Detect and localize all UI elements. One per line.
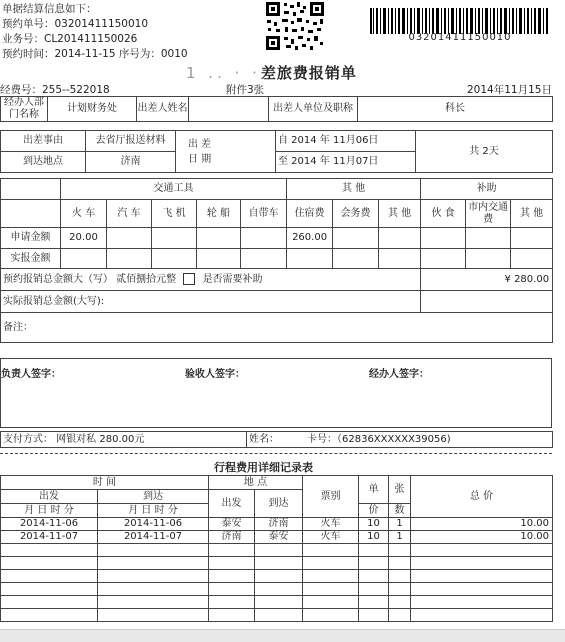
table-row [1, 518, 553, 531]
depart-place-header: 出发 [209, 490, 255, 518]
empty-cell [98, 544, 209, 557]
total-price-header: 总 价 [411, 476, 553, 518]
dashed-divider [0, 453, 552, 454]
empty-cell [411, 609, 553, 622]
attachment-count: 附件3张 [226, 84, 265, 96]
place-header: 地 点 [209, 476, 303, 490]
head-signature-label: 负责人签字： [1, 369, 61, 380]
col-header: 自带车 [241, 200, 287, 228]
empty-cell [255, 570, 303, 583]
col-header: 市内交通费 [466, 200, 511, 228]
empty-cell [389, 570, 411, 583]
apply-value [421, 228, 466, 249]
actual-value [466, 249, 511, 269]
title-blurred-prefix: 1 .. · · [186, 64, 261, 82]
empty-cell [303, 570, 359, 583]
itinerary-title: 行程费用详细记录表 [214, 461, 313, 474]
empty-cell [303, 583, 359, 596]
page-title [186, 62, 357, 83]
table-row [1, 583, 553, 596]
transport-group-header: 交通工具 [61, 179, 287, 200]
arrive-place-header: 到达 [255, 490, 303, 518]
arrive-format-header: 月 日 时 分 [98, 504, 209, 518]
empty-cell [209, 570, 255, 583]
time-header: 时 间 [1, 476, 209, 490]
empty-cell [1, 609, 98, 622]
empty-cell [255, 583, 303, 596]
empty-cell [98, 609, 209, 622]
empty-cell [209, 596, 255, 609]
barcode-icon [370, 8, 550, 34]
trip-total-days: 共 2天 [416, 131, 553, 173]
empty-cell [303, 609, 359, 622]
trip-reason-value: 去省厅报送材料 [86, 131, 176, 152]
unit-title-label: 出差人单位及职称 [269, 97, 358, 122]
expense-table [0, 178, 553, 343]
table-row [1, 557, 553, 570]
depart-format-header: 月 日 时 分 [1, 504, 98, 518]
table-row [1, 544, 553, 557]
unit-price-header-2: 价 [359, 504, 389, 518]
empty-cell [1, 557, 98, 570]
col-header: 轮 船 [197, 200, 241, 228]
col-header: 汽 车 [107, 200, 152, 228]
table-row [1, 570, 553, 583]
empty-cell [98, 583, 209, 596]
row-count: 1 [389, 531, 411, 544]
count-header-2: 数 [389, 504, 411, 518]
unit-title-value: 科长 [358, 97, 553, 122]
expense-corner-2 [1, 200, 61, 228]
apply-value: 20.00 [61, 228, 107, 249]
expense-number: 经费号：255--522018 [0, 84, 110, 96]
payee-info [247, 432, 553, 448]
empty-cell [209, 609, 255, 622]
actual-value [197, 249, 241, 269]
row-total: 10.00 [411, 531, 553, 544]
empty-cell [1, 544, 98, 557]
subsidy-checkbox[interactable] [183, 273, 195, 285]
remark-field: 备注： [1, 313, 553, 343]
payment-table [0, 431, 553, 448]
apply-value [511, 228, 553, 249]
itinerary-table [0, 475, 553, 622]
row-ticket: 火车 [303, 531, 359, 544]
apply-value [379, 228, 421, 249]
empty-cell [389, 583, 411, 596]
trip-period-label: 出 差 日 期 [176, 131, 276, 173]
actual-value [379, 249, 421, 269]
col-header: 火 车 [61, 200, 107, 228]
empty-cell [359, 596, 389, 609]
row-count: 1 [389, 518, 411, 531]
col-header: 飞 机 [152, 200, 197, 228]
actual-value [107, 249, 152, 269]
booking-time: 预约时间：2014-11-15 序号为：0010 [2, 48, 188, 60]
col-header: 其 他 [511, 200, 553, 228]
col-header: 住宿费 [287, 200, 333, 228]
destination-value: 济南 [86, 152, 176, 173]
booking-number: 预约单号：03201411150010 [2, 18, 149, 30]
row-ticket: 火车 [303, 518, 359, 531]
empty-cell [255, 557, 303, 570]
actual-value [152, 249, 197, 269]
apply-amount-label: 申请金额 [1, 228, 61, 249]
actual-value [511, 249, 553, 269]
checker-signature-label: 验收人签字： [185, 369, 245, 380]
empty-cell [411, 570, 553, 583]
row-to: 泰安 [255, 531, 303, 544]
apply-value: 260.00 [287, 228, 333, 249]
dept-value: 计划财务处 [48, 97, 137, 122]
table-row [1, 596, 553, 609]
card-number: 卡号：（62836XXXXXX39056) [307, 433, 451, 445]
window-bottom-bar [0, 629, 565, 642]
actual-value [61, 249, 107, 269]
apply-value [197, 228, 241, 249]
arrive-time-header: 到达 [98, 490, 209, 504]
empty-cell [209, 544, 255, 557]
row-arrive: 2014-11-06 [98, 518, 209, 531]
row-arrive: 2014-11-07 [98, 531, 209, 544]
actual-total-upper: 实际报销总金额(大写): [1, 291, 421, 313]
col-header: 其 他 [379, 200, 421, 228]
apply-value [333, 228, 379, 249]
row-depart: 2014-11-07 [1, 531, 98, 544]
row-total: 10.00 [411, 518, 553, 531]
empty-cell [209, 557, 255, 570]
unit-price-header-1: 单 [359, 476, 389, 504]
empty-cell [1, 583, 98, 596]
total-upper-row [1, 269, 421, 291]
business-number: 业务号：CL201411150026 [2, 33, 138, 45]
empty-cell [1, 596, 98, 609]
apply-value [466, 228, 511, 249]
payee-name-label: 姓名： [249, 433, 279, 445]
empty-cell [411, 596, 553, 609]
empty-cell [359, 609, 389, 622]
title-text: 差旅费报销单 [260, 64, 357, 82]
empty-cell [255, 609, 303, 622]
empty-cell [255, 544, 303, 557]
empty-cell [411, 557, 553, 570]
subsidy-group-header: 补助 [421, 179, 553, 200]
apply-value [152, 228, 197, 249]
row-from: 泰安 [209, 518, 255, 531]
apply-value [241, 228, 287, 249]
empty-cell [359, 570, 389, 583]
payment-method: 支付方式： 网银对私 280.00元 [1, 432, 247, 448]
settlement-info [2, 2, 188, 62]
form-date: 2014年11月15日 [467, 84, 552, 96]
empty-cell [303, 557, 359, 570]
traveler-name-value [189, 97, 269, 122]
info-heading: 单据结算信息如下： [2, 3, 97, 15]
row-unit: 10 [359, 518, 389, 531]
depart-time-header: 出发 [1, 490, 98, 504]
empty-cell [411, 583, 553, 596]
empty-cell [411, 544, 553, 557]
row-unit: 10 [359, 531, 389, 544]
trip-reason-label: 出差事由 [1, 131, 86, 152]
col-header: 会务费 [333, 200, 379, 228]
empty-cell [359, 583, 389, 596]
empty-cell [98, 596, 209, 609]
ticket-type-header: 票别 [303, 476, 359, 518]
dept-label: 经办人部门名称 [1, 97, 48, 122]
apply-value [107, 228, 152, 249]
signature-box [0, 358, 552, 428]
row-from: 济南 [209, 531, 255, 544]
actual-value [241, 249, 287, 269]
empty-cell [98, 570, 209, 583]
empty-cell [255, 596, 303, 609]
empty-cell [389, 544, 411, 557]
empty-cell [209, 583, 255, 596]
handler-signature-label: 经办人签字： [369, 369, 429, 380]
qr-code-icon [264, 0, 326, 52]
empty-cell [389, 609, 411, 622]
count-header-1: 张 [389, 476, 411, 504]
actual-value [421, 249, 466, 269]
other-group-header: 其 他 [287, 179, 421, 200]
empty-cell [303, 596, 359, 609]
empty-cell [359, 557, 389, 570]
empty-cell [389, 557, 411, 570]
total-upper-text: 预约报销总金额大（写） 贰佰捌拾元整 [3, 274, 177, 285]
actual-total-value [421, 291, 553, 313]
trip-to-date: 至 2014 年 11月07日 [276, 152, 416, 173]
row-depart: 2014-11-06 [1, 518, 98, 531]
applicant-table [0, 96, 553, 122]
empty-cell [389, 596, 411, 609]
actual-value [287, 249, 333, 269]
table-row [1, 531, 553, 544]
trip-table [0, 130, 553, 173]
traveler-name-label: 出差人姓名 [137, 97, 189, 122]
empty-cell [359, 544, 389, 557]
row-to: 济南 [255, 518, 303, 531]
trip-from-date: 自 2014 年 11月06日 [276, 131, 416, 152]
empty-cell [1, 570, 98, 583]
empty-cell [98, 557, 209, 570]
col-header: 伙 食 [421, 200, 466, 228]
table-row [1, 609, 553, 622]
expense-corner [1, 179, 61, 200]
barcode-number: 03201411150010 [408, 32, 512, 43]
actual-value [333, 249, 379, 269]
destination-label: 到达地点 [1, 152, 86, 173]
empty-cell [303, 544, 359, 557]
subsidy-question: 是否需要补助 [202, 274, 263, 285]
actual-amount-label: 实报金额 [1, 249, 61, 269]
total-amount: ¥ 280.00 [421, 269, 553, 291]
